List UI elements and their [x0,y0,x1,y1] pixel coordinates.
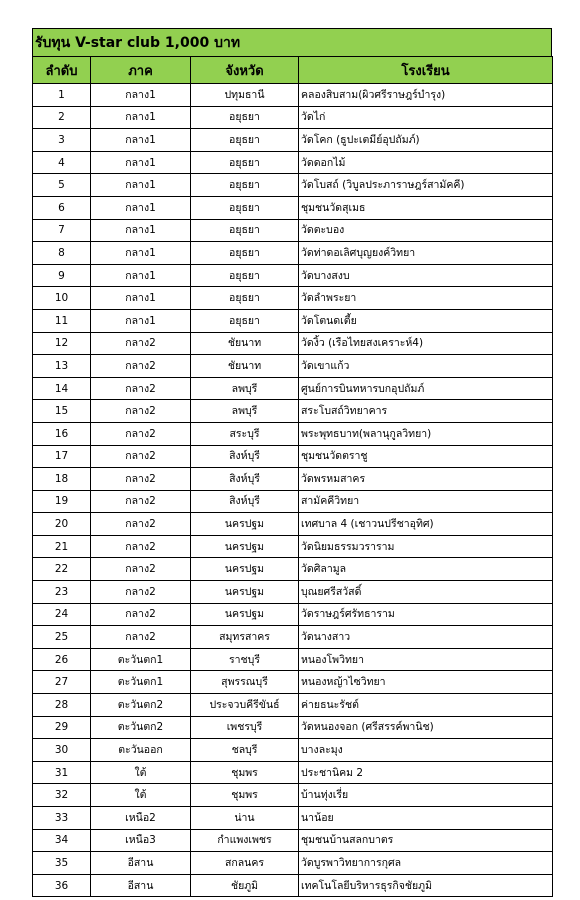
cell-school: วัดดอกไม้ [299,151,553,174]
table-row [33,264,553,287]
cell-order: 32 [33,784,91,807]
table-row [33,784,553,807]
cell-region: อีสาน [91,852,191,875]
cell-province: สมุทรสาคร [191,626,299,649]
cell-region: กลาง1 [91,174,191,197]
cell-order: 18 [33,468,91,491]
header-region: ภาค [91,57,191,84]
cell-school: เทคโนโลยีบริหารธุรกิจชัยภูมิ [299,874,553,897]
table-row [33,739,553,762]
header-order: ลำดับ [33,57,91,84]
cell-province: อยุธยา [191,129,299,152]
table-row [33,309,553,332]
cell-province: อยุธยา [191,219,299,242]
cell-school: วัดโบสถ์ (วิบูลประภาราษฎร์สามัคคี) [299,174,553,197]
cell-province: สิงห์บุรี [191,468,299,491]
cell-province: อยุธยา [191,174,299,197]
cell-order: 16 [33,422,91,445]
cell-province: ประจวบคีรีขันธ์ [191,694,299,717]
table-row [33,106,553,129]
cell-province: น่าน [191,807,299,830]
cell-region: กลาง2 [91,355,191,378]
cell-school: วัดพรหมสาคร [299,468,553,491]
cell-region: กลาง1 [91,106,191,129]
table-row [33,558,553,581]
sheet-title: รับทุน V-star club 1,000 บาท [32,28,552,56]
table-body [33,84,553,897]
cell-order: 7 [33,219,91,242]
table-row [33,603,553,626]
table-row [33,626,553,649]
cell-province: ชัยนาท [191,332,299,355]
cell-region: กลาง2 [91,468,191,491]
table-row [33,648,553,671]
cell-province: ชัยนาท [191,355,299,378]
table-row [33,535,553,558]
cell-school: วัดบูรพาวิทยาการกุศล [299,852,553,875]
cell-province: สกลนคร [191,852,299,875]
cell-order: 2 [33,106,91,129]
header-province: จังหวัด [191,57,299,84]
cell-order: 26 [33,648,91,671]
cell-order: 10 [33,287,91,310]
cell-school: วัดหนองจอก (ศรีสรรค์พานิช) [299,716,553,739]
cell-school: วัดราษฎร์ศรัทธาราม [299,603,553,626]
table-row [33,84,553,107]
table-row [33,829,553,852]
cell-order: 19 [33,490,91,513]
cell-region: กลาง2 [91,490,191,513]
cell-region: กลาง1 [91,287,191,310]
cell-school: วัดบางสงบ [299,264,553,287]
cell-school: ชุมชนวัดสุเมธ [299,196,553,219]
cell-order: 24 [33,603,91,626]
cell-order: 3 [33,129,91,152]
cell-province: ราชบุรี [191,648,299,671]
header-school: โรงเรียน [299,57,553,84]
cell-province: อยุธยา [191,287,299,310]
spreadsheet [32,28,552,897]
cell-region: กลาง2 [91,603,191,626]
cell-order: 29 [33,716,91,739]
cell-region: กลาง1 [91,129,191,152]
cell-province: สุพรรณบุรี [191,671,299,694]
cell-school: นาน้อย [299,807,553,830]
cell-region: กลาง2 [91,400,191,423]
cell-school: หนองโพวิทยา [299,648,553,671]
cell-region: ตะวันตก1 [91,671,191,694]
cell-region: กลาง2 [91,626,191,649]
cell-order: 30 [33,739,91,762]
table-row [33,671,553,694]
cell-region: ตะวันออก [91,739,191,762]
header-row [33,57,553,84]
cell-school: ชุมชนวัดตราชู [299,445,553,468]
cell-school: วัดงิ้ว (เรือไทยสงเคราะห์4) [299,332,553,355]
cell-school: หนองหญ้าไซวิทยา [299,671,553,694]
table-row [33,219,553,242]
table-row [33,468,553,491]
cell-order: 14 [33,377,91,400]
cell-school: เทศบาล 4 (เชาวนปรีชาอุทิศ) [299,513,553,536]
cell-school: วัดนางสาว [299,626,553,649]
table-row [33,174,553,197]
cell-province: อยุธยา [191,151,299,174]
cell-school: วัดตะบอง [299,219,553,242]
cell-region: กลาง1 [91,151,191,174]
table-row [33,242,553,265]
cell-region: เหนือ3 [91,829,191,852]
cell-region: กลาง2 [91,377,191,400]
cell-order: 36 [33,874,91,897]
cell-school: บางละมุง [299,739,553,762]
cell-province: ชัยภูมิ [191,874,299,897]
table-row [33,151,553,174]
cell-school: วัดโตนดเตี้ย [299,309,553,332]
table-row [33,761,553,784]
table-row [33,400,553,423]
cell-province: ลพบุรี [191,377,299,400]
cell-province: เพชรบุรี [191,716,299,739]
table-row [33,716,553,739]
cell-school: วัดนิยมธรรมวราราม [299,535,553,558]
table-row [33,694,553,717]
table-row [33,332,553,355]
cell-order: 8 [33,242,91,265]
cell-order: 17 [33,445,91,468]
cell-province: นครปฐม [191,535,299,558]
table-row [33,513,553,536]
cell-school: คลองสิบสาม(ผิวศรีราษฎร์บำรุง) [299,84,553,107]
cell-province: ลพบุรี [191,400,299,423]
cell-province: นครปฐม [191,581,299,604]
cell-province: สิงห์บุรี [191,445,299,468]
table-row [33,422,553,445]
table-row [33,196,553,219]
table-row [33,377,553,400]
cell-province: สระบุรี [191,422,299,445]
cell-order: 23 [33,581,91,604]
cell-province: ชุมพร [191,784,299,807]
cell-order: 28 [33,694,91,717]
table-row [33,490,553,513]
cell-region: กลาง2 [91,332,191,355]
cell-order: 22 [33,558,91,581]
table-row [33,355,553,378]
cell-order: 31 [33,761,91,784]
cell-region: กลาง2 [91,445,191,468]
cell-province: นครปฐม [191,513,299,536]
cell-region: กลาง1 [91,84,191,107]
cell-school: ประชานิคม 2 [299,761,553,784]
table-row [33,129,553,152]
cell-order: 35 [33,852,91,875]
cell-order: 5 [33,174,91,197]
cell-school: พระพุทธบาท(พลานุกูลวิทยา) [299,422,553,445]
table-row [33,581,553,604]
cell-school: สระโบสถ์วิทยาคาร [299,400,553,423]
cell-province: อยุธยา [191,242,299,265]
cell-order: 25 [33,626,91,649]
cell-school: วัดไก่ [299,106,553,129]
cell-region: ตะวันตก2 [91,716,191,739]
cell-school: วัดลำพระยา [299,287,553,310]
cell-order: 1 [33,84,91,107]
table-row [33,852,553,875]
cell-order: 11 [33,309,91,332]
cell-school: วัดเขาแก้ว [299,355,553,378]
cell-region: กลาง2 [91,513,191,536]
cell-order: 13 [33,355,91,378]
table-row [33,807,553,830]
cell-order: 20 [33,513,91,536]
cell-region: เหนือ2 [91,807,191,830]
cell-region: กลาง2 [91,581,191,604]
cell-order: 12 [33,332,91,355]
cell-province: อยุธยา [191,106,299,129]
cell-region: กลาง1 [91,196,191,219]
cell-order: 34 [33,829,91,852]
cell-order: 4 [33,151,91,174]
cell-province: กำแพงเพชร [191,829,299,852]
cell-school: วัดโคก (ธูปะเตมีย์อุปถัมภ์) [299,129,553,152]
cell-order: 21 [33,535,91,558]
cell-region: อีสาน [91,874,191,897]
cell-province: อยุธยา [191,196,299,219]
cell-order: 6 [33,196,91,219]
cell-order: 15 [33,400,91,423]
table-row [33,445,553,468]
cell-school: ศูนย์การบินทหารบกอุปถัมภ์ [299,377,553,400]
cell-school: ค่ายธนะรัชต์ [299,694,553,717]
cell-region: กลาง1 [91,264,191,287]
cell-region: กลาง2 [91,422,191,445]
scholarship-table [32,56,553,897]
cell-province: ชุมพร [191,761,299,784]
cell-school: บ้านทุ่งเรี่ย [299,784,553,807]
cell-region: กลาง2 [91,558,191,581]
cell-province: ปทุมธานี [191,84,299,107]
cell-order: 27 [33,671,91,694]
cell-region: ตะวันตก1 [91,648,191,671]
cell-order: 33 [33,807,91,830]
cell-region: กลาง1 [91,219,191,242]
cell-region: กลาง2 [91,535,191,558]
cell-province: อยุธยา [191,264,299,287]
table-row [33,874,553,897]
table-row [33,287,553,310]
cell-school: บุณยศรีสวัสดิ์ [299,581,553,604]
cell-region: กลาง1 [91,309,191,332]
cell-region: ตะวันตก2 [91,694,191,717]
cell-province: นครปฐม [191,558,299,581]
cell-school: วัดท่าดอเลิศบุญยงค์วิทยา [299,242,553,265]
cell-province: นครปฐม [191,603,299,626]
cell-province: อยุธยา [191,309,299,332]
cell-school: วัดศิลามูล [299,558,553,581]
cell-province: ชลบุรี [191,739,299,762]
cell-region: ใต้ [91,784,191,807]
cell-region: กลาง1 [91,242,191,265]
cell-order: 9 [33,264,91,287]
cell-region: ใต้ [91,761,191,784]
cell-school: ชุมชนบ้านสลกบาตร [299,829,553,852]
cell-province: สิงห์บุรี [191,490,299,513]
cell-school: สามัคคีวิทยา [299,490,553,513]
